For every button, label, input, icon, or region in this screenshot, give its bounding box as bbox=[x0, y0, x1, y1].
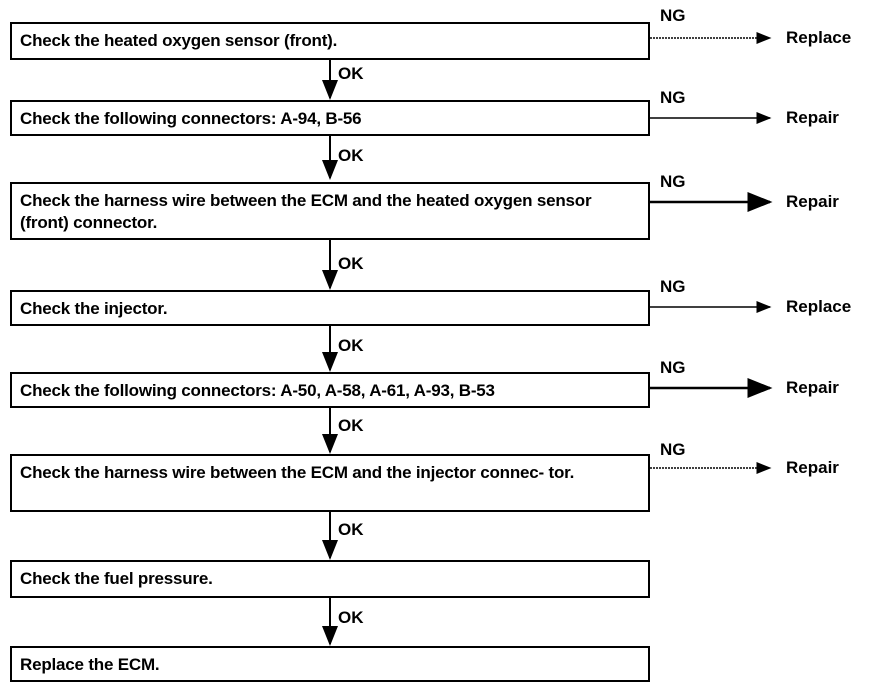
step-box-1 bbox=[10, 22, 650, 60]
step-text-6: Check the harness wire between the ECM and the injector connec- tor. bbox=[20, 463, 575, 482]
step-box-5 bbox=[10, 372, 650, 408]
ok-label-6: OK bbox=[338, 520, 364, 539]
ng-label-5: NG bbox=[660, 358, 686, 377]
result-6: Repair bbox=[786, 458, 839, 477]
result-4: Replace bbox=[786, 297, 852, 316]
result-1: Replace bbox=[786, 28, 852, 47]
step-text-5: Check the following connectors: A-50, A-58, A-61, A-93, B-53 bbox=[20, 381, 495, 400]
step-text-1: Check the heated oxygen sensor (front). bbox=[20, 31, 338, 50]
result-5: Repair bbox=[786, 378, 839, 397]
ng-label-2: NG bbox=[660, 88, 686, 107]
ng-label-4: NG bbox=[660, 277, 686, 296]
step-text-4: Check the injector. bbox=[20, 299, 168, 318]
ok-label-3: OK bbox=[338, 254, 364, 273]
ok-label-5: OK bbox=[338, 416, 364, 435]
ng-label-1: NG bbox=[660, 6, 686, 25]
step-box-6 bbox=[10, 454, 650, 512]
ok-label-7: OK bbox=[338, 608, 364, 627]
step-box-7 bbox=[10, 560, 650, 598]
step-text-7: Check the fuel pressure. bbox=[20, 569, 213, 588]
step-text-3: Check the harness wire between the ECM and the heated oxygen sensor (front) connector. bbox=[20, 191, 592, 232]
ng-label-6: NG bbox=[660, 440, 686, 459]
step-box-8 bbox=[10, 646, 650, 682]
result-2: Repair bbox=[786, 108, 839, 127]
ng-label-3: NG bbox=[660, 172, 686, 191]
ok-label-4: OK bbox=[338, 336, 364, 355]
step-box-3 bbox=[10, 182, 650, 240]
result-3: Repair bbox=[786, 192, 839, 211]
step-box-2 bbox=[10, 100, 650, 136]
step-box-4 bbox=[10, 290, 650, 326]
step-text-2: Check the following connectors: A-94, B-56 bbox=[20, 109, 362, 128]
ok-label-1: OK bbox=[338, 64, 364, 83]
step-text-8: Replace the ECM. bbox=[20, 655, 160, 674]
ok-label-2: OK bbox=[338, 146, 364, 165]
